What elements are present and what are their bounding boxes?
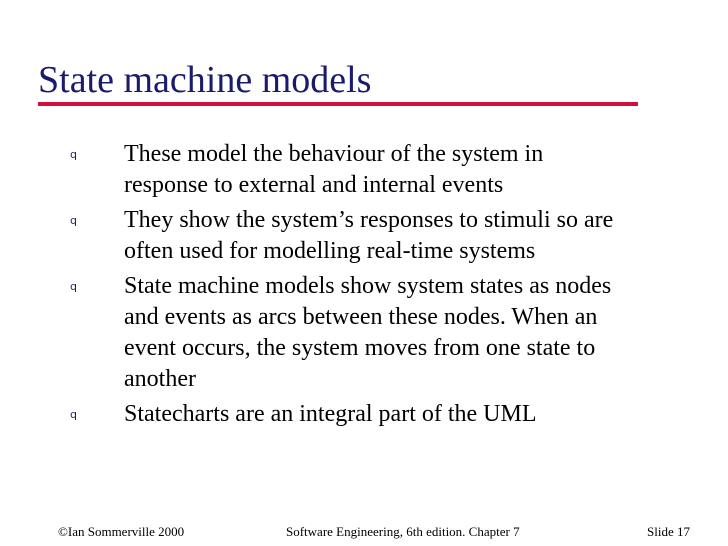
bullet-text: State machine models show system states as nodes and events as arcs between these nodes. When an event occurs, the system moves from one state to another — [124, 273, 612, 392]
square-bullet-icon: q — [70, 214, 77, 227]
slide-title: State machine models — [38, 59, 372, 101]
bullet-item — [70, 398, 710, 432]
footer-slide-number: Slide 17 — [647, 524, 690, 539]
square-bullet-icon: q — [70, 148, 77, 161]
bullet-item — [70, 270, 710, 395]
slide-footer — [58, 524, 690, 540]
title-underline — [38, 102, 638, 106]
bullet-item — [70, 138, 710, 201]
bullet-item — [70, 204, 710, 267]
bullet-text: These model the behaviour of the system in response to external and internal events — [124, 141, 544, 198]
footer-book-title: Software Engineering, 6th edition. Chapter 7 — [286, 524, 520, 539]
square-bullet-icon: q — [70, 408, 77, 421]
footer-copyright: ©Ian Sommerville 2000 — [58, 524, 185, 539]
bullet-text: Statecharts are an integral part of the UML — [124, 401, 537, 427]
bullet-text: They show the system’s responses to stimuli so are often used for modelling real-time systems — [124, 207, 614, 264]
square-bullet-icon: q — [70, 280, 77, 293]
bullet-list — [70, 138, 710, 435]
